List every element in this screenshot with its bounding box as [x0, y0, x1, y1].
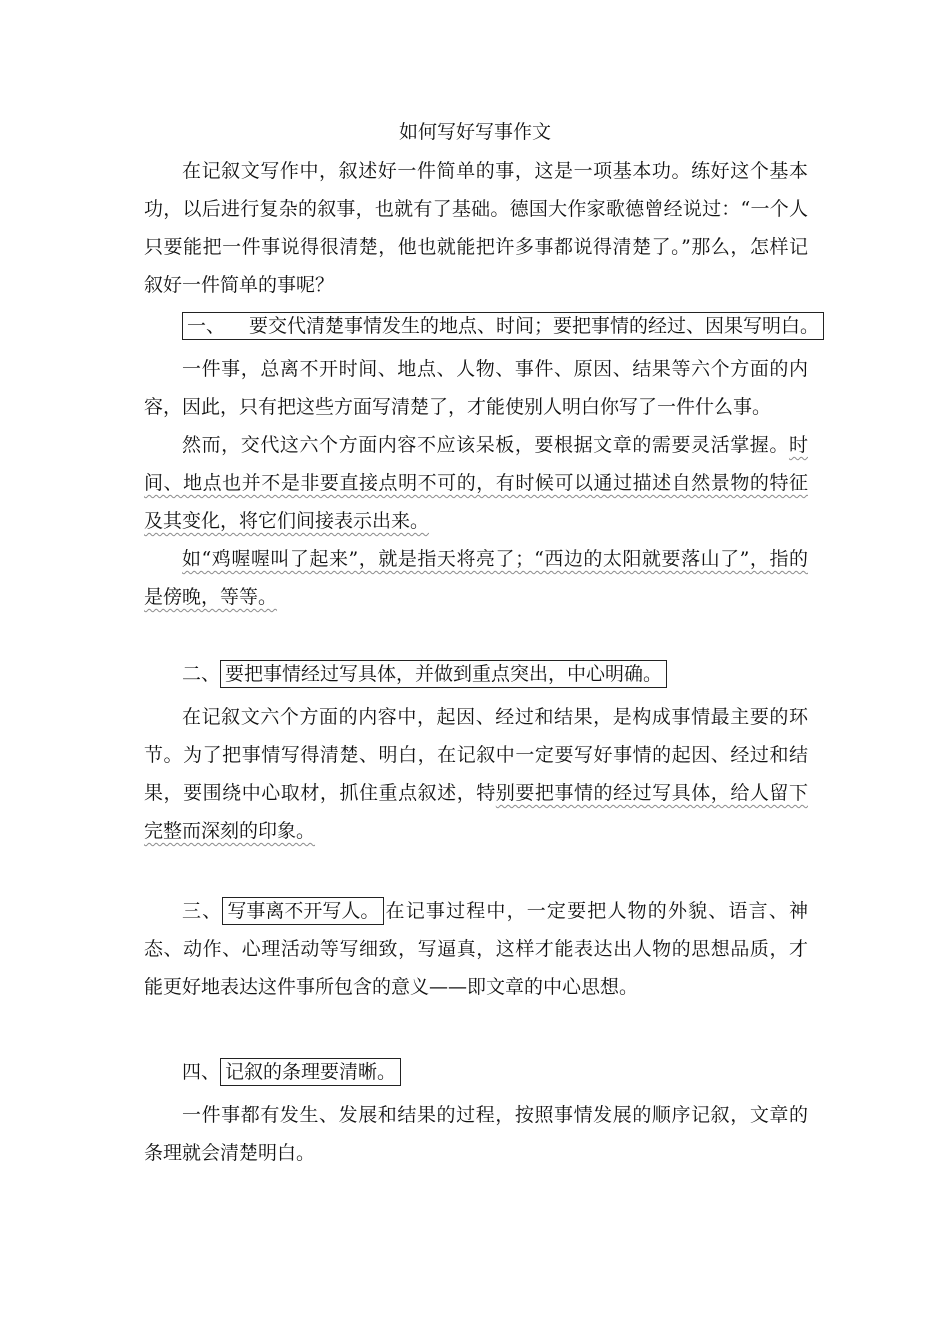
section-1-heading-box	[182, 312, 824, 340]
section-3-body: 在记事过程中，一定要把人物的外貌、语言、神态、动作、心理活动等写细致，写逼真，这样才能表达出人物的思想品质，才能更好地表达这件事所包含的意义——即文章的中心思想。	[144, 900, 808, 998]
section-1-paragraph-2	[144, 426, 808, 540]
section-3-paragraph	[144, 892, 808, 1006]
section-2-heading	[182, 660, 812, 688]
section-1-heading	[182, 312, 820, 340]
section-1-paragraph-3	[144, 540, 808, 616]
section-2-paragraph-1-text: 在记叙文六个方面的内容中，起因、经过和结果，是构成事情最主要的环节。为了把事情写得清楚、明白，在记叙中一定要写好事情的起因、经过和结果，要围绕中心取材，抓住重点叙述，特	[144, 706, 808, 804]
section-3-number: 三、	[182, 900, 223, 922]
intro-paragraph: 在记叙文写作中，叙述好一件简单的事，这是一项基本功。练好这个基本功，以后进行复杂的叙事，也就有了基础。德国大作家歌德曾经说过：“一个人只要能把一件事说得很清楚，他也就能把许多事都说得清楚了。”那么，怎样记叙好一件简单的事呢？	[144, 160, 808, 296]
document-title: 如何写好写事作文	[398, 121, 551, 143]
section-1-paragraph-2-text: 然而，交代这六个方面内容不应该呆板，要根据文章的需要灵活掌握。	[182, 434, 789, 456]
section-1-paragraph-3-marked: 如“鸡喔喔叫了起来”，就是指天将亮了；“西边的太阳就要落山了”，指的是傍晚，等等。	[144, 548, 808, 608]
section-2-number: 二、	[182, 663, 221, 685]
section-2-heading-box: 要把事情经过写具体，并做到重点突出，中心明确。	[220, 660, 667, 688]
section-4-number: 四、	[182, 1061, 221, 1083]
section-2-paragraph-1	[144, 698, 808, 850]
section-4-heading-box: 记叙的条理要清晰。	[220, 1058, 401, 1086]
section-3-heading-box: 写事离不开写人。	[222, 897, 384, 925]
section-2-paragraph-1-marked: 别要把事情的经过写具体，给人留下完整而深刻的印象。	[144, 782, 808, 842]
section-1-heading-text: 要交代清楚事情发生的地点、时间；要把事情的经过、因果写明白。	[249, 315, 820, 337]
section-1-number: 一、	[187, 315, 226, 337]
section-4-paragraph-1: 一件事都有发生、发展和结果的过程，按照事情发展的顺序记叙，文章的条理就会清楚明白。	[144, 1104, 808, 1164]
section-1-paragraph-2-marked: 时间、地点也并不是非要直接点明不可的，有时候可以通过描述自然景物的特征及其变化，将它们间接表示出来。	[144, 434, 808, 532]
section-4-heading	[182, 1058, 812, 1086]
section-1-paragraph-1: 一件事，总离不开时间、地点、人物、事件、原因、结果等六个方面的内容，因此，只有把这些方面写清楚了，才能使别人明白你写了一件什么事。	[144, 358, 808, 418]
